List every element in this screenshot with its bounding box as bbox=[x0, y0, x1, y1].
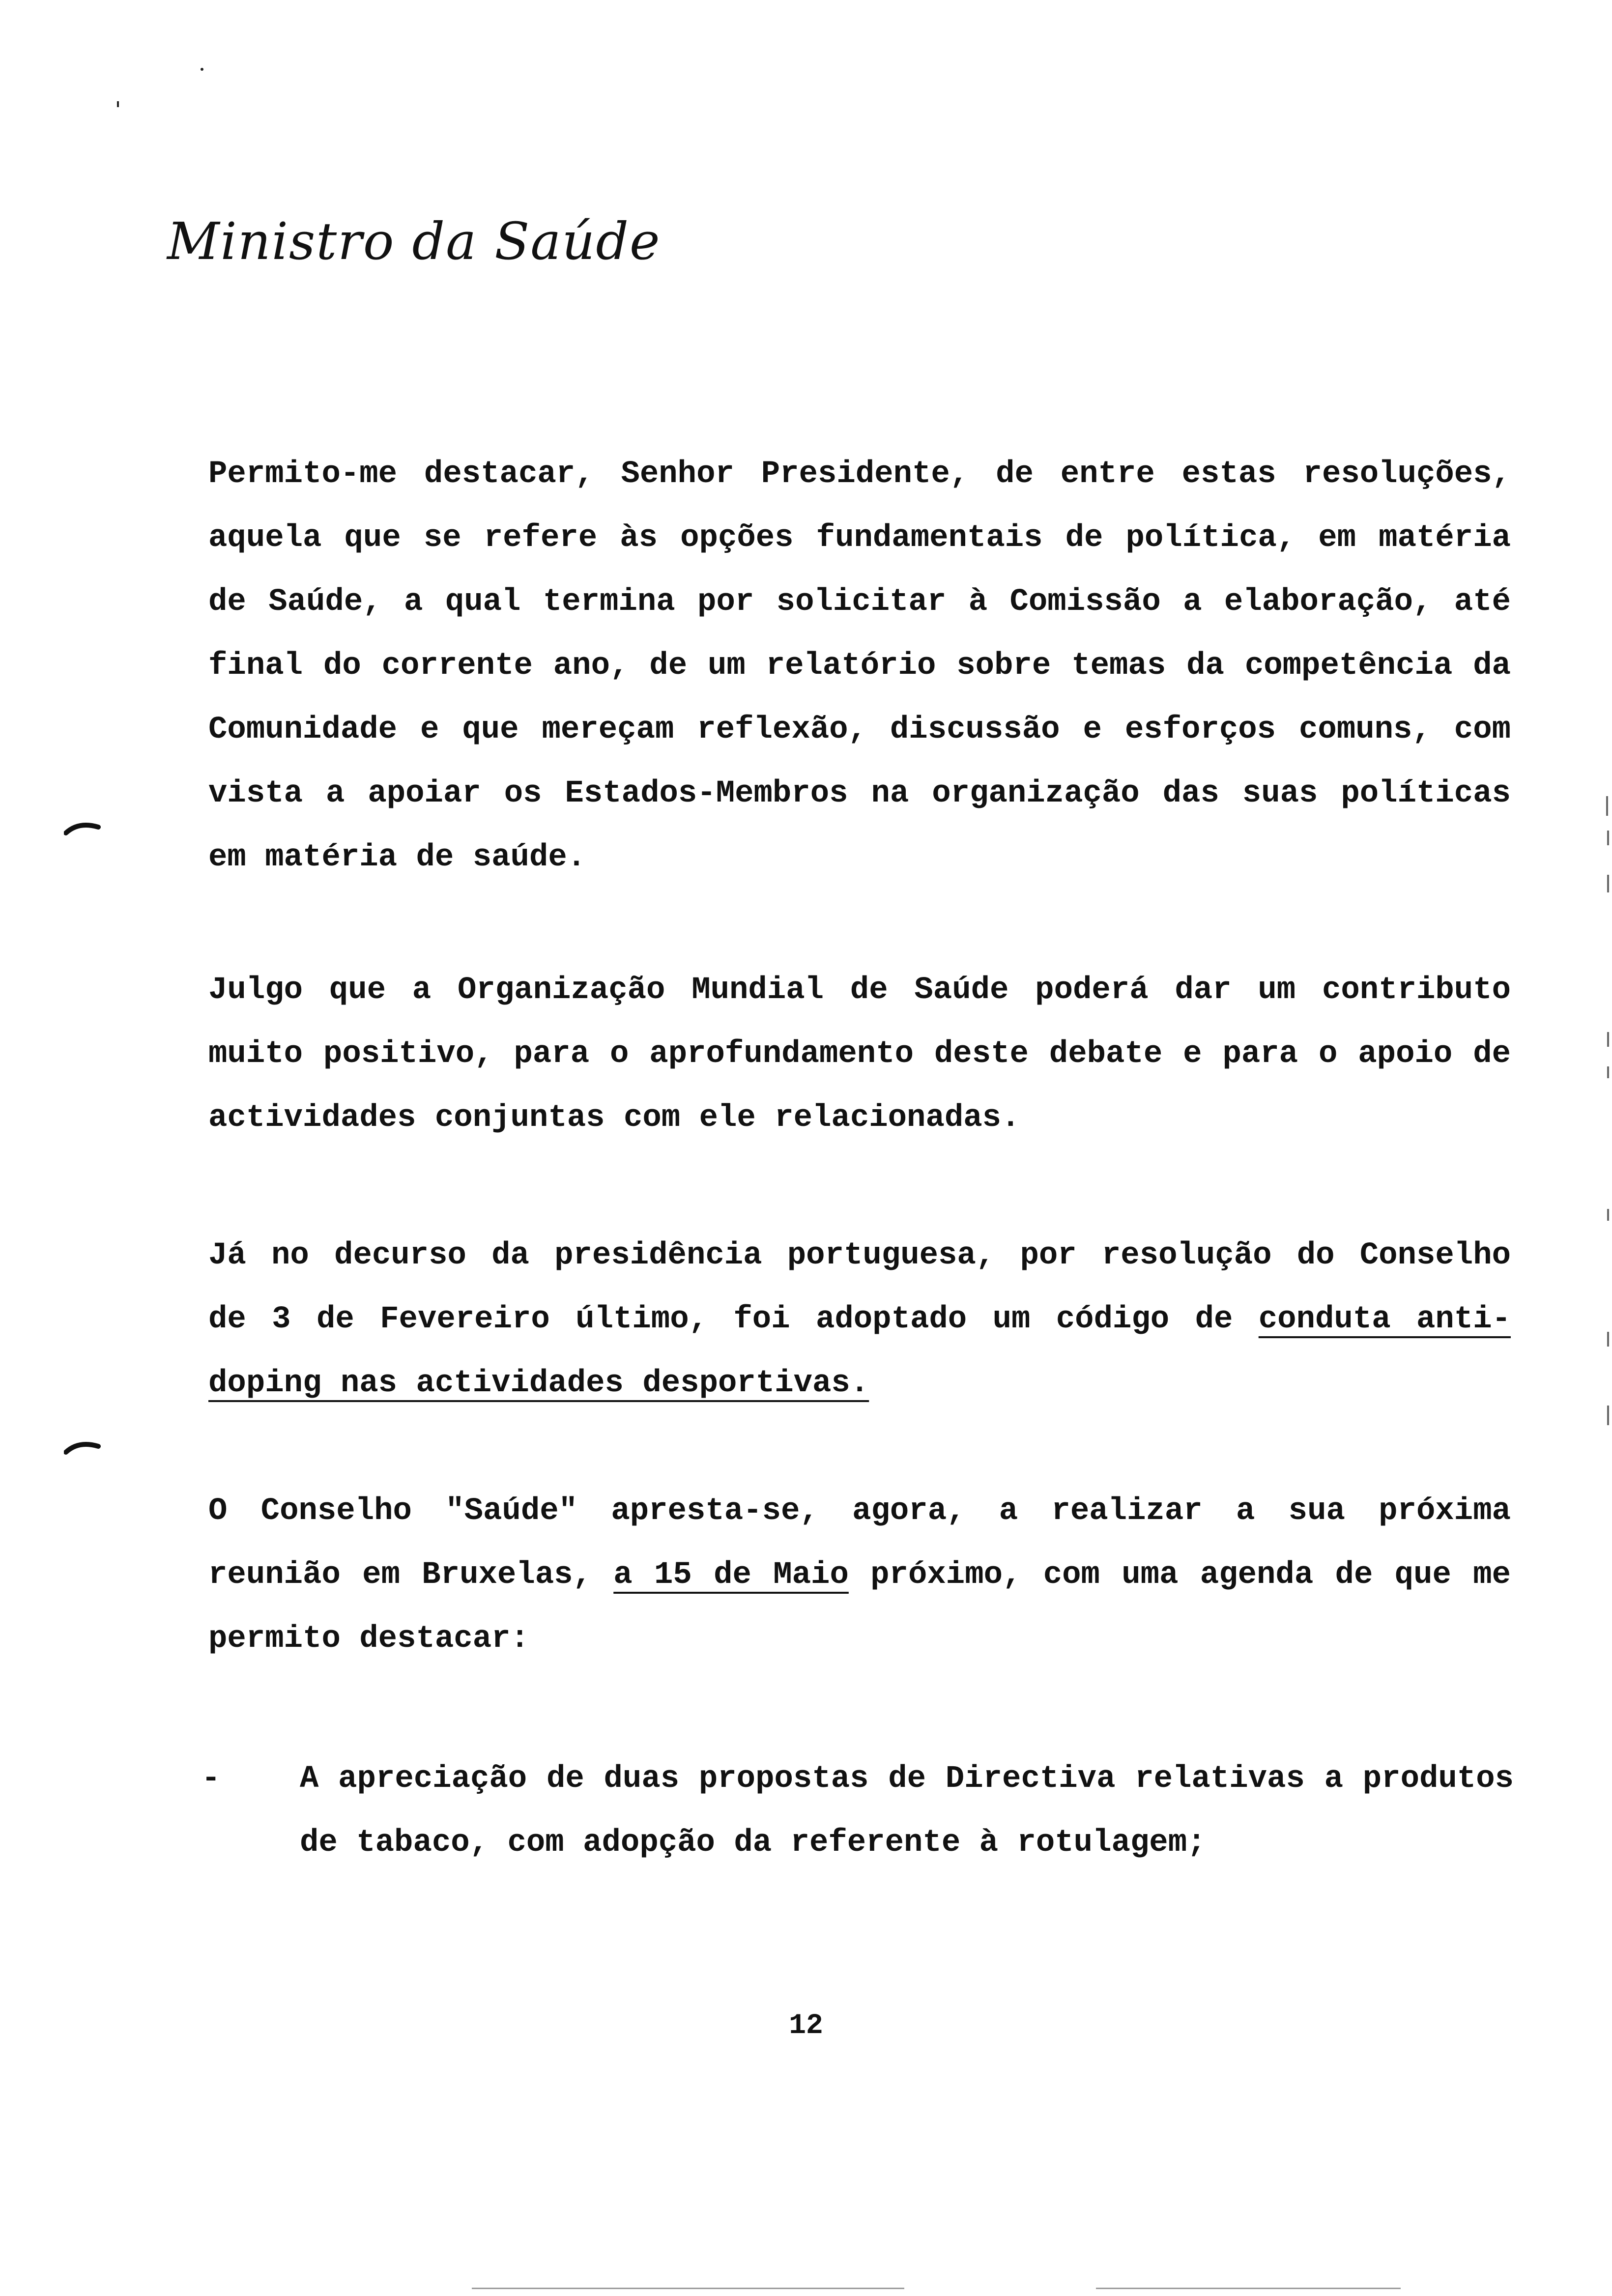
page-number: 12 bbox=[789, 2010, 823, 2042]
scan-edge-mark bbox=[1607, 875, 1609, 892]
anti-doping-text-start: Já no decurso da presidência portuguesa, por resolução do Conselho de 3 de Fevereiro último, foi adoptado um código de bbox=[208, 1238, 1511, 1337]
scan-speck bbox=[201, 68, 203, 71]
margin-mark-icon bbox=[64, 1437, 103, 1457]
margin-mark-icon bbox=[64, 818, 103, 838]
list-item-text: A apreciação de duas propostas de Directiva relativas a produtos de tabaco, com adopção da referente à rotulagem; bbox=[300, 1761, 1514, 1861]
scan-bottom-line bbox=[472, 2288, 904, 2289]
underlined-date: a 15 de Maio bbox=[613, 1557, 849, 1593]
council-text-end: próximo, com uma agenda de que me permito destacar: bbox=[208, 1557, 1511, 1657]
scan-edge-mark bbox=[1607, 1209, 1609, 1221]
paragraph-who-contribution: Julgo que a Organização Mundial de Saúde poderá dar um contributo muito positivo, para o aprofundamento deste debate e para o apoio de actividades conjuntas com ele relacionadas. bbox=[208, 973, 1511, 1136]
underlined-phrase-doping: doping nas actividades desportivas. bbox=[208, 1366, 869, 1401]
underlined-phrase-conduta: conduta anti- bbox=[1258, 1302, 1511, 1337]
paragraph-anti-doping bbox=[208, 1224, 1511, 1415]
scan-edge-mark bbox=[1606, 796, 1608, 816]
letterhead-title: Ministro da Saúde bbox=[167, 211, 661, 271]
scan-edge-mark bbox=[1607, 1066, 1609, 1078]
paragraph-resolutions: Permito-me destacar, Senhor Presidente, de entre estas resoluções, aquela que se refere às opções fundamentais de política, em matéria de Saúde, a qual termina por solicitar à Comissão a elaboração, até final do corrente ano, de um relatório sobre temas da competência da Comunidade e que mereçam reflexão, discussão e esforços comuns, com vista a apoiar os Estados-Membros na organização das suas políticas em matéria de saúde. bbox=[208, 457, 1511, 875]
paragraph-health-council bbox=[208, 1479, 1511, 1671]
scan-edge-mark bbox=[1607, 1332, 1609, 1347]
bullet-dash: - bbox=[202, 1761, 221, 1797]
council-text-start: O Conselho "Saúde" apresta-se, agora, a realizar a sua próxima reunião em Bruxelas, bbox=[208, 1493, 1511, 1593]
scan-edge-mark bbox=[1607, 831, 1609, 845]
scan-edge-mark bbox=[1607, 1032, 1609, 1047]
scan-bottom-line bbox=[1096, 2288, 1401, 2289]
list-item bbox=[202, 1747, 1514, 1875]
scan-edge-mark bbox=[1607, 1406, 1609, 1425]
scan-speck bbox=[117, 101, 119, 107]
